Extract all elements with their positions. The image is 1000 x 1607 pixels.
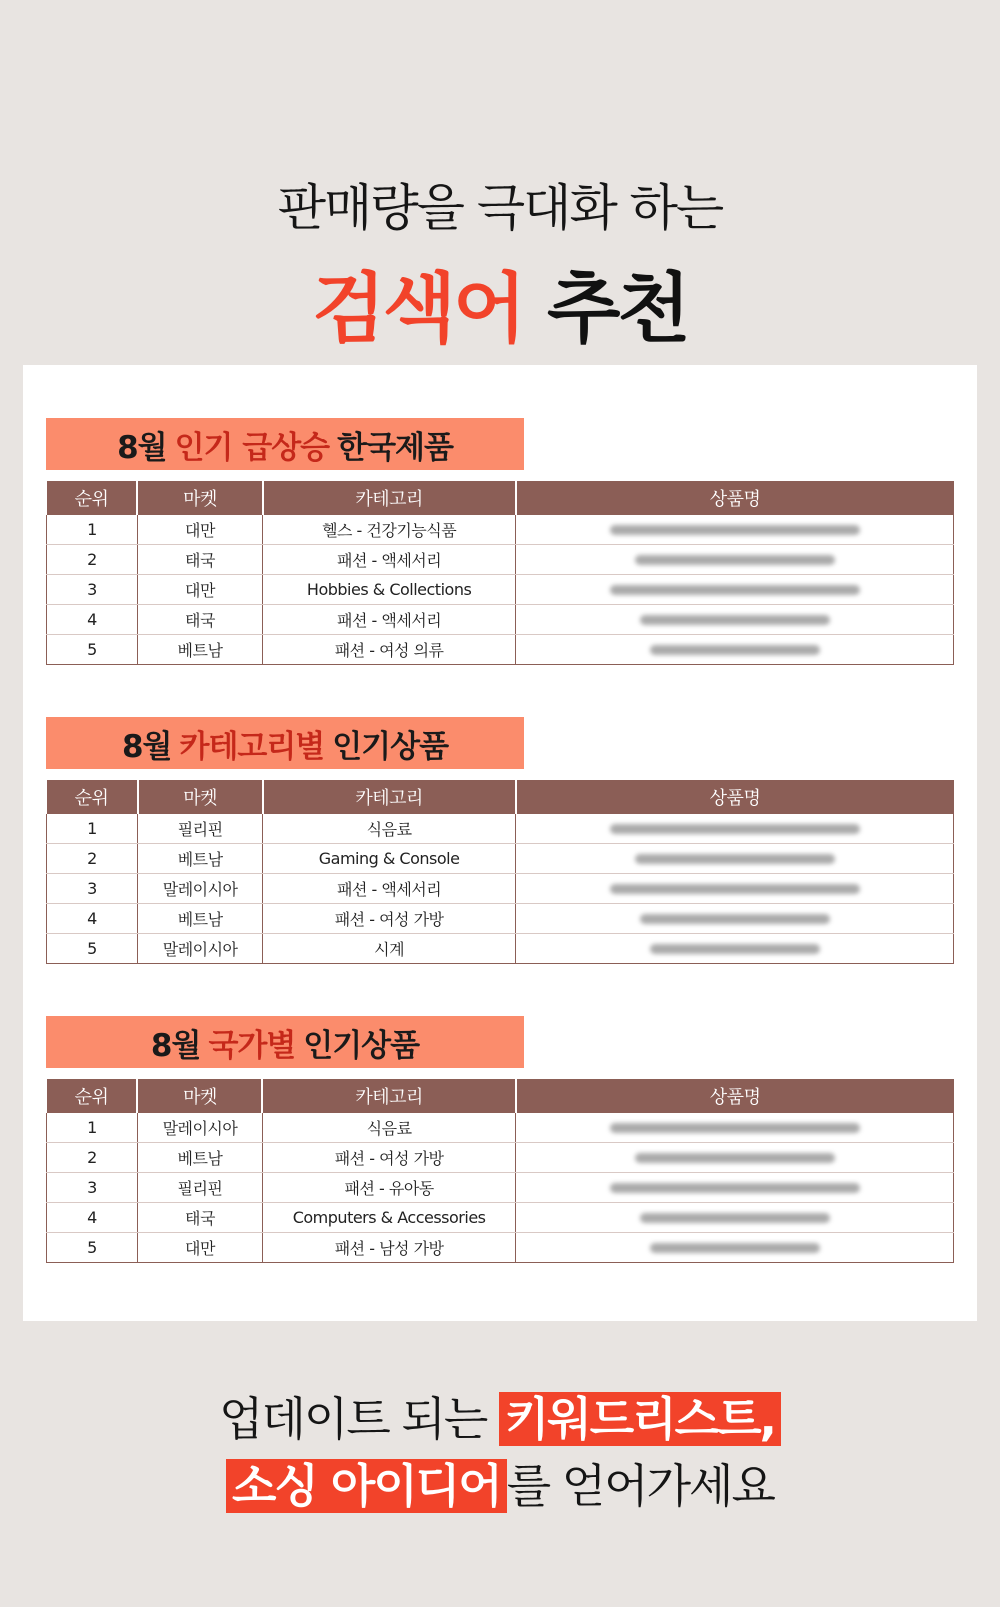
rank-cell: 5 xyxy=(47,635,138,665)
category-cell: 헬스 - 건강기능식품 xyxy=(263,515,516,545)
banner-suffix: 인기상품 xyxy=(332,728,449,765)
product-name-blurred xyxy=(516,1113,954,1143)
table-header-row xyxy=(47,1079,954,1113)
banner-prefix: 8월 xyxy=(121,728,172,765)
column-header-market: 마켓 xyxy=(137,1079,262,1113)
content-card xyxy=(23,365,977,1321)
column-header-category: 카테고리 xyxy=(262,1079,515,1113)
footer-line1 xyxy=(0,1383,1000,1449)
footer-highlight: 소싱 아이디어 xyxy=(226,1459,507,1513)
rank-cell: 2 xyxy=(47,1143,138,1173)
table-row xyxy=(47,1173,954,1203)
product-name-blurred xyxy=(516,1203,954,1233)
footer-line2 xyxy=(0,1450,1000,1516)
rank-cell: 4 xyxy=(47,904,138,934)
column-header-market: 마켓 xyxy=(138,780,263,814)
rank-cell: 2 xyxy=(47,844,138,874)
rank-cell: 1 xyxy=(47,1113,138,1143)
column-header-rank: 순위 xyxy=(47,1079,138,1113)
category-cell: 식음료 xyxy=(262,1113,515,1143)
market-cell: 대만 xyxy=(137,1233,262,1263)
ranking-table xyxy=(46,780,954,964)
table-row xyxy=(47,515,954,545)
rank-cell: 3 xyxy=(47,874,138,904)
section-banner xyxy=(46,717,524,769)
category-cell: 패션 - 남성 가방 xyxy=(262,1233,515,1263)
column-header-market: 마켓 xyxy=(137,481,262,515)
ranking-table xyxy=(46,481,954,665)
product-name-blurred xyxy=(516,1143,954,1173)
table-row xyxy=(47,934,954,964)
column-header-rank: 순위 xyxy=(47,780,138,814)
market-cell: 필리핀 xyxy=(137,1173,262,1203)
category-cell: 패션 - 액세서리 xyxy=(263,545,516,575)
product-name-blurred xyxy=(516,1233,954,1263)
table-row xyxy=(47,1143,954,1173)
product-name-blurred xyxy=(516,934,954,964)
product-name-blurred xyxy=(516,814,954,844)
product-name-blurred xyxy=(516,635,954,665)
column-header-rank: 순위 xyxy=(47,481,138,515)
rank-cell: 3 xyxy=(47,575,138,605)
hero-accent-text: 검색어 xyxy=(312,264,524,353)
column-header-product: 상품명 xyxy=(516,1079,954,1113)
ranking-table xyxy=(46,1079,954,1263)
column-header-product: 상품명 xyxy=(516,780,954,814)
banner-highlight: 카테고리별 xyxy=(179,728,325,765)
table-row xyxy=(47,874,954,904)
banner-prefix: 8월 xyxy=(117,429,167,466)
market-cell: 베트남 xyxy=(138,904,263,934)
table-row xyxy=(47,904,954,934)
market-cell: 말레이시아 xyxy=(138,874,263,904)
hero-title-line1: 판매량을 극대화 하는 xyxy=(277,179,723,237)
table-row xyxy=(47,844,954,874)
market-cell: 대만 xyxy=(137,575,262,605)
product-name-blurred xyxy=(516,844,954,874)
category-cell: Gaming & Console xyxy=(263,844,516,874)
market-cell: 베트남 xyxy=(137,1143,262,1173)
hero-rest-text: 추천 xyxy=(546,264,688,353)
footer-text-plain: 를 얻어가세요 xyxy=(506,1459,774,1513)
section-country xyxy=(46,1016,954,1263)
table-row xyxy=(47,575,954,605)
section-banner xyxy=(46,418,524,470)
rank-cell: 1 xyxy=(47,515,138,545)
market-cell: 필리핀 xyxy=(138,814,263,844)
banner-suffix: 한국제품 xyxy=(337,429,453,466)
table-row xyxy=(47,1113,954,1143)
rank-cell: 5 xyxy=(47,934,138,964)
category-cell: 패션 - 유아동 xyxy=(262,1173,515,1203)
market-cell: 태국 xyxy=(137,605,262,635)
column-header-category: 카테고리 xyxy=(263,481,516,515)
banner-suffix: 인기상품 xyxy=(303,1027,420,1064)
category-cell: 패션 - 여성 의류 xyxy=(263,635,516,665)
product-name-blurred xyxy=(516,874,954,904)
footer-highlight: 키워드리스트, xyxy=(499,1392,781,1446)
table-row xyxy=(47,1203,954,1233)
category-cell: Computers & Accessories xyxy=(262,1203,515,1233)
product-name-blurred xyxy=(516,545,954,575)
product-name-blurred xyxy=(516,515,954,545)
category-cell: 패션 - 액세서리 xyxy=(263,874,516,904)
market-cell: 베트남 xyxy=(138,844,263,874)
column-header-product: 상품명 xyxy=(516,481,954,515)
product-name-blurred xyxy=(516,575,954,605)
category-cell: Hobbies & Collections xyxy=(263,575,516,605)
market-cell: 말레이시아 xyxy=(137,1113,262,1143)
banner-prefix: 8월 xyxy=(150,1027,201,1064)
banner-highlight: 국가별 xyxy=(208,1027,296,1064)
section-banner xyxy=(46,1016,524,1068)
product-name-blurred xyxy=(516,605,954,635)
category-cell: 패션 - 여성 가방 xyxy=(263,904,516,934)
category-cell: 시계 xyxy=(263,934,516,964)
table-row xyxy=(47,814,954,844)
rank-cell: 2 xyxy=(47,545,138,575)
table-row xyxy=(47,605,954,635)
rank-cell: 4 xyxy=(47,605,138,635)
table-row xyxy=(47,545,954,575)
category-cell: 패션 - 여성 가방 xyxy=(262,1143,515,1173)
category-cell: 패션 - 액세서리 xyxy=(263,605,516,635)
footer-text-plain: 업데이트 되는 xyxy=(219,1392,487,1446)
market-cell: 베트남 xyxy=(137,635,262,665)
market-cell: 태국 xyxy=(137,545,262,575)
market-cell: 말레이시아 xyxy=(138,934,263,964)
rank-cell: 1 xyxy=(47,814,138,844)
table-header-row xyxy=(47,481,954,515)
hero-title-line2 xyxy=(0,248,1000,357)
rank-cell: 3 xyxy=(47,1173,138,1203)
market-cell: 태국 xyxy=(137,1203,262,1233)
market-cell: 대만 xyxy=(137,515,262,545)
rank-cell: 5 xyxy=(47,1233,138,1263)
table-header-row xyxy=(47,780,954,814)
rank-cell: 4 xyxy=(47,1203,138,1233)
section-trending xyxy=(46,418,954,665)
table-row xyxy=(47,1233,954,1263)
category-cell: 식음료 xyxy=(263,814,516,844)
section-category xyxy=(46,717,954,964)
table-row xyxy=(47,635,954,665)
product-name-blurred xyxy=(516,1173,954,1203)
banner-highlight: 인기 급상승 xyxy=(174,429,330,466)
column-header-category: 카테고리 xyxy=(263,780,516,814)
product-name-blurred xyxy=(516,904,954,934)
